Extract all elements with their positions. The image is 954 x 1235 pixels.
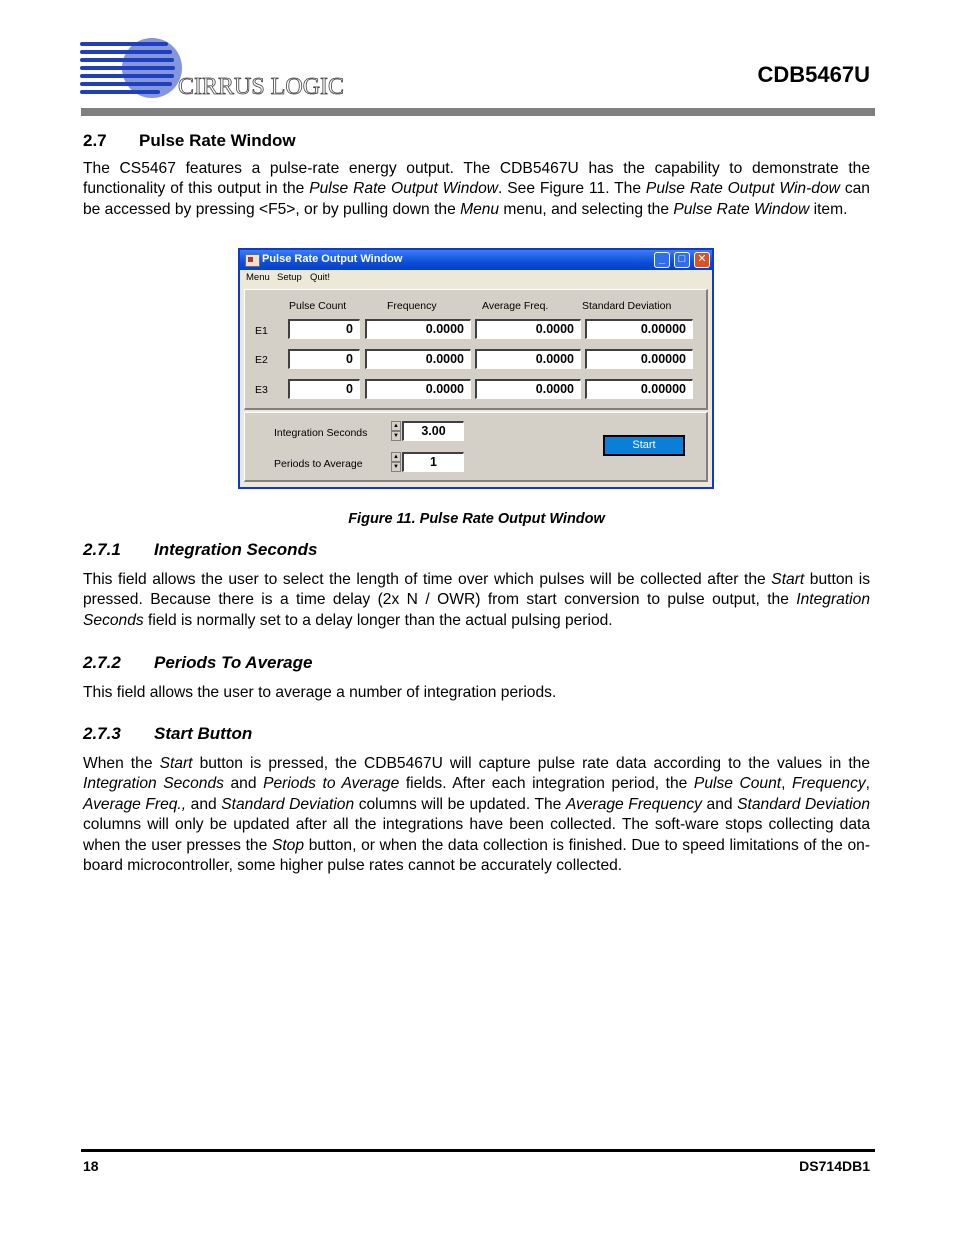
std-dev-field[interactable]: 0.00000 bbox=[585, 319, 693, 339]
text-run: button is pressed. Because there is a time delay (2x N / OWR) from start conversion to pulse output, the bbox=[83, 571, 870, 609]
text-run: columns will only be updated after all the integrations have been collected. The soft-ware stops collecting data when the user presses the bbox=[83, 816, 870, 854]
header-rule bbox=[81, 108, 875, 116]
section-paragraph bbox=[83, 159, 870, 220]
text-run: Standard Deviation bbox=[221, 795, 355, 813]
subsection-heading bbox=[83, 653, 312, 673]
text-run: can be accessed by pressing <F5>, or by pulling down the bbox=[83, 180, 870, 218]
text-run: Pulse Rate Output Win-dow bbox=[645, 180, 840, 198]
brand-text: CIRRUS LOGIC bbox=[178, 74, 345, 100]
text-run: Integration Seconds bbox=[83, 775, 224, 793]
text-run: columns will be updated. The bbox=[354, 795, 566, 813]
subsection-paragraph bbox=[83, 754, 870, 876]
text-run: Integration Seconds bbox=[83, 591, 870, 629]
text-run: Standard Deviation bbox=[737, 795, 870, 813]
text-run: button is pressed, the CDB5467U will capture pulse rate data according to the values in the bbox=[192, 755, 870, 772]
subsection-title: Integration Seconds bbox=[154, 540, 318, 559]
average-freq-field[interactable]: 0.0000 bbox=[475, 319, 581, 339]
section-heading bbox=[83, 131, 296, 151]
text-run: and bbox=[701, 795, 738, 813]
spin-up-icon[interactable]: ▲ bbox=[391, 452, 401, 462]
row-label: E2 bbox=[255, 354, 268, 366]
text-run: Pulse Rate Window bbox=[673, 200, 810, 218]
text-run: Start bbox=[771, 571, 805, 588]
text-run: item. bbox=[809, 200, 848, 218]
text-run: fields. After each integration period, the bbox=[399, 775, 694, 793]
frequency-field[interactable]: 0.0000 bbox=[365, 349, 471, 369]
text-run: When the bbox=[83, 755, 160, 772]
subsection-paragraph bbox=[83, 570, 870, 631]
text-run: The CS5467 features a pulse-rate energy output. The CDB5467U has the capability to demonstrate the functionality of this output in the bbox=[83, 160, 870, 198]
app-icon bbox=[245, 254, 260, 267]
data-panel bbox=[244, 289, 708, 410]
frequency-field[interactable]: 0.0000 bbox=[365, 319, 471, 339]
subsection-heading bbox=[83, 724, 252, 744]
pulse-count-field[interactable]: 0 bbox=[288, 379, 360, 399]
menu-item-menu[interactable]: Menu bbox=[246, 272, 270, 283]
subsection-title: Periods To Average bbox=[154, 653, 313, 672]
pulse-count-field[interactable]: 0 bbox=[288, 349, 360, 369]
text-run: , bbox=[781, 775, 792, 793]
spin-up-icon[interactable]: ▲ bbox=[391, 421, 401, 431]
document-title: CDB5467U bbox=[757, 62, 870, 87]
spin-down-icon[interactable]: ▼ bbox=[391, 462, 401, 472]
text-run: This field allows the user to select the length of time over which pulses will be collected after the bbox=[83, 571, 772, 588]
average-freq-field[interactable]: 0.0000 bbox=[475, 379, 581, 399]
text-run: Menu bbox=[460, 200, 500, 218]
text-run: Frequency bbox=[791, 775, 866, 793]
text-run: . See Figure 11. The bbox=[498, 180, 646, 198]
integration-seconds-input[interactable]: 3.00 bbox=[402, 421, 464, 441]
periods-to-average-label: Periods to Average bbox=[274, 458, 363, 470]
row-label: E1 bbox=[255, 325, 268, 337]
page-number: 18 bbox=[83, 1158, 99, 1174]
section-number: 2.7 bbox=[83, 131, 107, 150]
subsection-number: 2.7.3 bbox=[83, 724, 121, 743]
text-run: menu, and selecting the bbox=[499, 200, 674, 218]
spin-down-icon[interactable]: ▼ bbox=[391, 431, 401, 441]
text-run: and bbox=[223, 775, 264, 793]
text-run: Start bbox=[159, 755, 193, 772]
section-title: Pulse Rate Window bbox=[139, 131, 296, 150]
subsection-paragraph: This field allows the user to average a number of integration periods. bbox=[83, 684, 557, 701]
settings-panel bbox=[244, 412, 708, 482]
frequency-field[interactable]: 0.0000 bbox=[365, 379, 471, 399]
maximize-icon[interactable]: □ bbox=[674, 252, 690, 268]
text-run: Average Freq., bbox=[83, 795, 187, 813]
pulse-count-field[interactable]: 0 bbox=[288, 319, 360, 339]
periods-spinner[interactable] bbox=[391, 452, 401, 474]
column-header: Pulse Count bbox=[289, 300, 347, 312]
window-titlebar bbox=[240, 250, 712, 270]
subsection-heading bbox=[83, 540, 317, 560]
row-label: E3 bbox=[255, 384, 268, 396]
pulse-rate-window bbox=[238, 248, 714, 489]
integration-seconds-label: Integration Seconds bbox=[274, 427, 368, 439]
window-client bbox=[240, 286, 712, 487]
text-run: Average Frequency bbox=[565, 795, 702, 813]
text-run: button, or when the data collection is finished. Due to speed limitations of the on-board microcontroller, some higher pulse rates cannot be accurately collected. bbox=[83, 836, 871, 875]
menu-item-quit[interactable]: Quit! bbox=[310, 272, 331, 283]
menu-item-setup[interactable]: Setup bbox=[277, 272, 302, 283]
document-id: DS714DB1 bbox=[799, 1158, 870, 1174]
subsection-number: 2.7.2 bbox=[83, 653, 121, 672]
footer-rule bbox=[81, 1149, 875, 1152]
start-button[interactable]: Start bbox=[603, 435, 685, 456]
column-header: Average Freq. bbox=[482, 300, 549, 312]
text-run: Pulse Rate Output Window bbox=[309, 180, 499, 198]
cirrus-logic-logo bbox=[78, 38, 358, 100]
text-run: and bbox=[186, 795, 222, 813]
text-run: Stop bbox=[271, 836, 305, 854]
column-header: Frequency bbox=[387, 300, 437, 312]
average-freq-field[interactable]: 0.0000 bbox=[475, 349, 581, 369]
text-run: Periods to Average bbox=[263, 775, 400, 793]
menubar bbox=[240, 270, 712, 286]
subsection-number: 2.7.1 bbox=[83, 540, 121, 559]
subsection-title: Start Button bbox=[154, 724, 253, 743]
periods-to-average-input[interactable]: 1 bbox=[402, 452, 464, 472]
figure-caption: Figure 11. Pulse Rate Output Window bbox=[348, 511, 605, 527]
minimize-icon[interactable]: _ bbox=[654, 252, 670, 268]
text-run: Pulse Count bbox=[693, 775, 782, 793]
text-run: , bbox=[865, 775, 871, 793]
std-dev-field[interactable]: 0.00000 bbox=[585, 379, 693, 399]
window-title: Pulse Rate Output Window bbox=[262, 253, 403, 265]
text-run: field is normally set to a delay longer than the actual pulsing period. bbox=[143, 611, 613, 629]
column-header: Standard Deviation bbox=[582, 300, 672, 312]
integration-spinner[interactable] bbox=[391, 421, 401, 443]
std-dev-field[interactable]: 0.00000 bbox=[585, 349, 693, 369]
close-icon[interactable]: ✕ bbox=[694, 252, 710, 268]
